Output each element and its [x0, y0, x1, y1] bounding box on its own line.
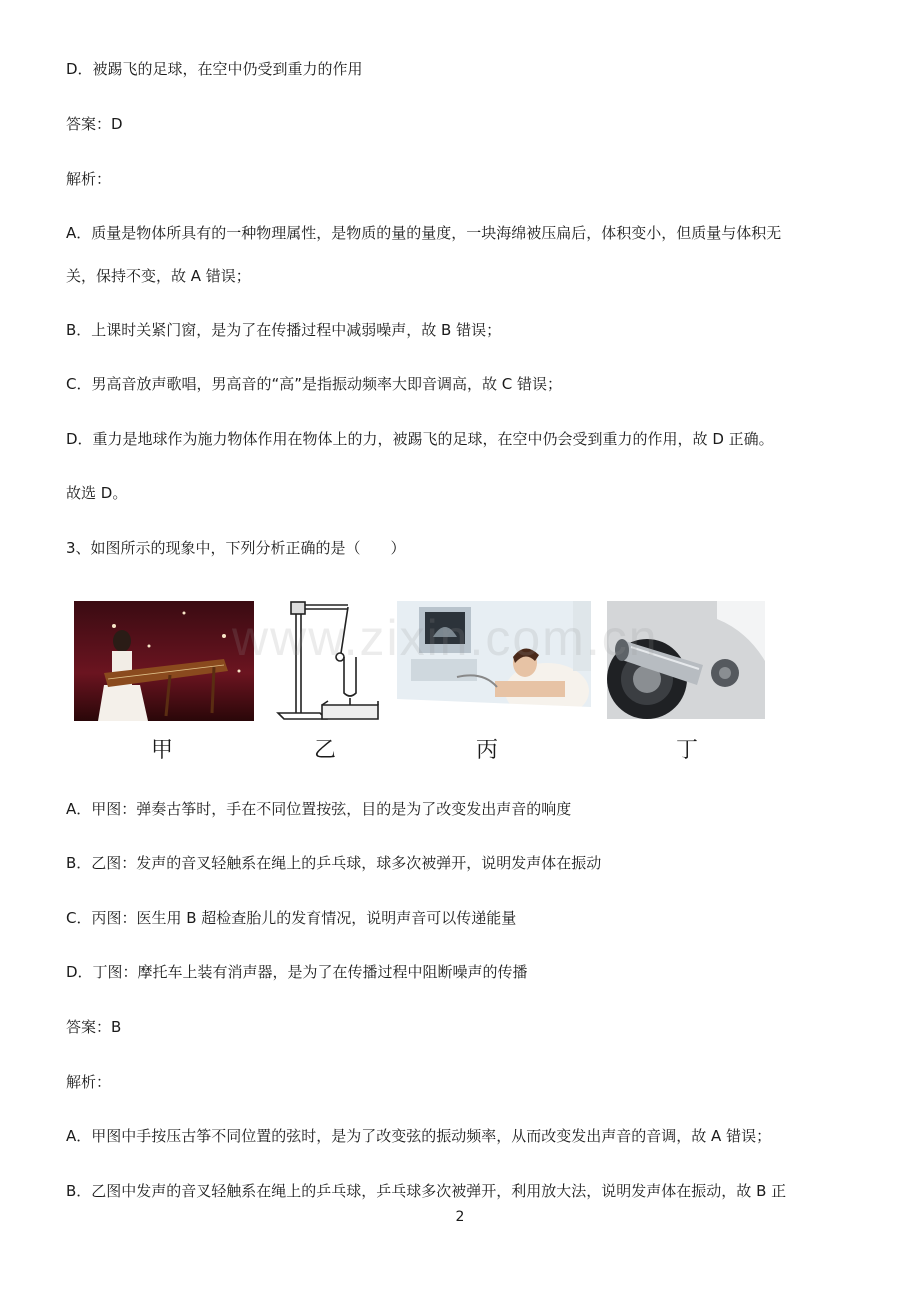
analysis-label-previous: 解析： — [66, 170, 112, 188]
option-a: A．甲图：弹奏古筝时，手在不同位置按弦，目的是为了改变发出声音的响度 — [66, 800, 572, 818]
analysis-b: B．上课时关紧门窗，是为了在传播过程中减弱噪声，故 B 错误； — [66, 321, 502, 339]
analysis-a-q3: A．甲图中手按压古筝不同位置的弦时，是为了改变弦的振动频率，从而改变发出声音的音调，故 A 错误； — [66, 1127, 772, 1145]
analysis-b-q3: B．乙图中发声的音叉轻触系在绳上的乒乓球，乒乓球多次被弹开，利用放大法，说明发声体在振动，故 B 正 — [66, 1182, 787, 1200]
guzheng-photo — [74, 601, 254, 721]
watermark: www.zixin.com.cn — [232, 610, 659, 666]
analysis-d: D．重力是地球作为施力物体作用在物体上的力，被踢飞的足球，在空中仍会受到重力的作用，故 D 正确。 — [66, 430, 774, 448]
caption-bing: 丙 — [476, 738, 499, 763]
answer: 答案：B — [66, 1018, 122, 1036]
caption-jia: 甲 — [151, 738, 174, 763]
option-c: C．丙图：医生用 B 超检查胎儿的发育情况，说明声音可以传递能量 — [66, 909, 517, 927]
option-b: B．乙图：发声的音叉轻触系在绳上的乒乓球，球多次被弹开，说明发声体在振动 — [66, 854, 602, 872]
analysis-a-line2: 关，保持不变，故 A 错误； — [66, 267, 251, 285]
answer-previous: 答案：D — [66, 115, 123, 133]
analysis-a-line1: A．质量是物体所具有的一种物理属性，是物质的量的量度，一块海绵被压扁后，体积变小，但质量与体积无 — [66, 224, 782, 242]
caption-yi: 乙 — [314, 738, 337, 763]
conclusion: 故选 D。 — [66, 484, 128, 502]
option-d-previous: D．被踢飞的足球，在空中仍受到重力的作用 — [66, 60, 363, 78]
caption-ding: 丁 — [676, 738, 699, 763]
option-d: D．丁图：摩托车上装有消声器，是为了在传播过程中阻断噪声的传播 — [66, 963, 528, 981]
analysis-c: C．男高音放声歌唱，男高音的“高”是指振动频率大即音调高，故 C 错误； — [66, 375, 563, 393]
question-figure — [74, 601, 774, 726]
question-3: 3、如图所示的现象中，下列分析正确的是（ ） — [66, 539, 406, 557]
analysis-label: 解析： — [66, 1073, 112, 1091]
page-number: 2 — [455, 1209, 465, 1225]
